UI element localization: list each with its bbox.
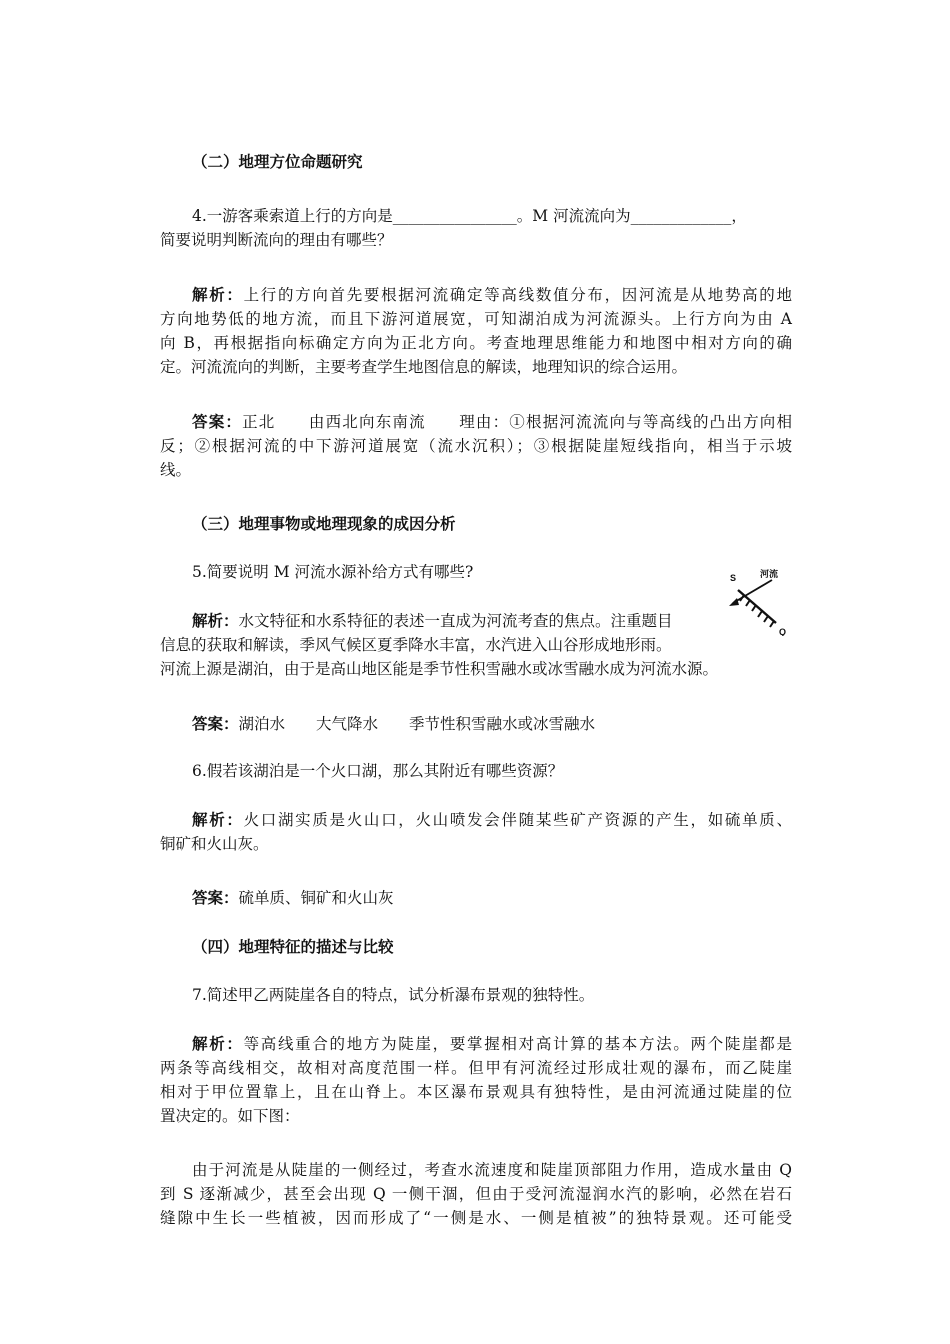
cliff-tick	[752, 605, 756, 611]
analysis-7-text-1: 等高线重合的地方为陡崖，要掌握相对高计算的基本方法。两个陡崖都是	[243, 1035, 792, 1053]
answer-5	[192, 712, 792, 736]
answer-5-text: 湖泊水 大气降水 季节性积雪融水或冰雪融水	[238, 715, 596, 733]
answer-6-text: 硫单质、铜矿和火山灰	[238, 889, 394, 907]
analysis-label: 解析：	[192, 810, 244, 829]
analysis-6-text-1: 火口湖实质是火山口，火山喷发会伴随某些矿产资源的产生，如硫单质、	[243, 811, 792, 829]
analysis-label: 解析：	[192, 611, 239, 630]
question-6: 6.假若该湖泊是一个火口湖，那么其附近有哪些资源？	[192, 762, 564, 780]
analysis-7-line-3: 相对于甲位置靠上，且在山脊上。本区瀑布景观具有独特性，是由河流通过陡崖的位	[160, 1083, 792, 1101]
answer-6	[192, 886, 792, 910]
section-heading-3: （三）地理事物或地理现象的成因分析	[192, 514, 456, 533]
question-4-line-2: 简要说明判断流向的理由有哪些？	[160, 231, 393, 249]
analysis-7-line-1	[192, 1032, 792, 1056]
river-arrow-head	[729, 598, 739, 606]
answer-label: 答案：	[192, 714, 239, 733]
analysis-4-text-1: 上行的方向首先要根据河流确定等高线数值分布，因河流是从地势高的地	[243, 286, 792, 304]
paragraph-line-3: 缝隙中生长一些植被，因而形成了“一侧是水、一侧是植被”的独特景观。还可能受	[160, 1209, 792, 1227]
analysis-5-line-2: 信息的获取和解读，季风气候区夏季降水丰富，水汽进入山谷形成地形雨。	[160, 636, 672, 654]
analysis-6-line-2: 铜矿和火山灰。	[160, 835, 269, 853]
analysis-4-line-1	[192, 283, 792, 307]
question-4-text-a: 4.一游客乘索道上行的方向是	[192, 207, 393, 225]
section-heading-2: （二）地理方位命题研究	[192, 152, 363, 171]
paragraph-line-1: 由于河流是从陡崖的一侧经过，考查水流速度和陡崖顶部阻力作用，造成水量由 Q	[192, 1161, 792, 1179]
question-4	[192, 204, 792, 228]
analysis-7-line-4: 置决定的。如下图：	[160, 1107, 300, 1125]
answer-label: 答案：	[192, 412, 243, 431]
answer-4-line-2: 反；②根据河流的中下游河道展宽（流水沉积）；③根据陡崖短线指向，相当于示坡	[160, 437, 792, 455]
cliff-tick	[764, 616, 768, 622]
question-7: 7.简述甲乙两陡崖各自的特点，试分析瀑布景观的独特性。	[192, 986, 595, 1004]
answer-blank-1: ________________	[392, 207, 517, 225]
analysis-4-line-3: 向 B，再根据指向标确定方向为正北方向。考查地理思维能力和地图中相对方向的确	[160, 334, 792, 352]
label-river: 河流	[760, 569, 779, 579]
answer-4-line-1	[192, 410, 792, 434]
analysis-label: 解析：	[192, 285, 244, 304]
answer-label: 答案：	[192, 888, 239, 907]
answer-blank-2: _____________	[630, 207, 732, 225]
analysis-label: 解析：	[192, 1034, 244, 1053]
label-s: S	[730, 573, 737, 583]
paragraph-line-2: 到 S 逐渐减少，甚至会出现 Q 一侧干涸，但由于受河流湿润水汽的影响，必然在岩石	[160, 1185, 792, 1203]
cliff-tick	[746, 600, 750, 606]
analysis-7-line-2: 两条等高线相交，故相对高度范围一样。但甲有河流经过形成壮观的瀑布，而乙陡崖	[160, 1059, 792, 1077]
section-heading-4: （四）地理特征的描述与比较	[192, 937, 394, 956]
cliff-tick	[758, 611, 762, 617]
analysis-4-line-2: 方向地势低的地方流，而且下游河道展宽，可知湖泊成为河流源头。上行方向为由 A	[160, 310, 792, 328]
analysis-6-line-1	[192, 808, 792, 832]
analysis-5-line-1	[192, 609, 792, 633]
analysis-5-line-3: 河流上源是湖泊，由于是高山地区能是季节性积雪融水或冰雪融水成为河流水源。	[160, 660, 719, 678]
cliff-tick	[770, 621, 774, 627]
question-5: 5.简要说明 M 河流水源补给方式有哪些?	[192, 563, 474, 581]
analysis-4-line-4: 定。河流流向的判断，主要考查学生地图信息的解读，地理知识的综合运用。	[160, 358, 688, 376]
question-4-text-b: 。M 河流流向为	[516, 207, 631, 225]
analysis-5-text-1: 水文特征和水系特征的表述一直成为河流考查的焦点。注重题目	[238, 612, 673, 630]
label-q: Q	[779, 627, 787, 636]
cliff-river-diagram	[724, 568, 792, 636]
answer-4-text-1: 正北 由西北向东南流 理由：①根据河流流向与等高线的凸出方向相	[242, 413, 792, 431]
answer-4-line-3: 线。	[160, 461, 192, 479]
question-4-text-c: ，	[731, 207, 747, 225]
